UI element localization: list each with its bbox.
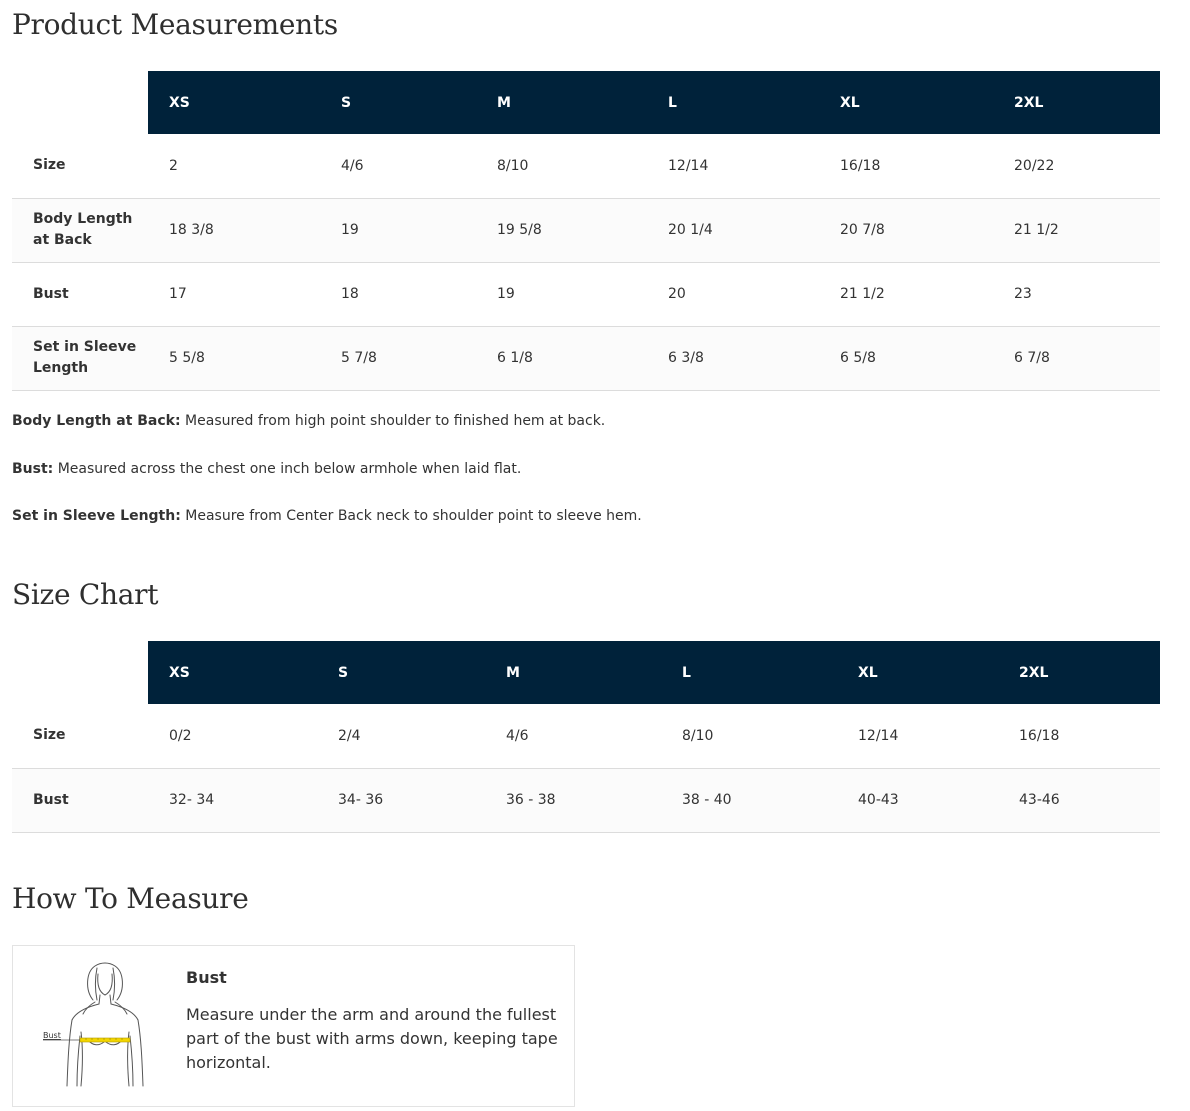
table-cell: 43-46 [998,768,1160,832]
table-row [12,768,1160,832]
note-term: Bust: [12,461,54,477]
note-sleeve-length [12,508,642,524]
figure-label: Bust [43,1031,61,1040]
table-cell: 6 5/8 [819,326,993,390]
row-label: Bust [12,768,148,832]
product-measurements-table [12,71,1160,391]
measure-item-title: Bust [186,968,227,987]
bust-measurement-figure-icon [35,960,171,1094]
how-to-measure-title: How To Measure [12,882,249,915]
note-term: Body Length at Back: [12,413,181,429]
size-chart-table [12,641,1160,833]
size-header: L [647,71,819,134]
header-corner [12,71,148,134]
table-cell: 36 - 38 [485,768,661,832]
table-cell: 6 7/8 [993,326,1160,390]
table-header-row [12,641,1160,704]
table-cell: 20 7/8 [819,198,993,262]
table-cell: 5 7/8 [320,326,476,390]
table-cell: 5 5/8 [148,326,320,390]
size-header: S [320,71,476,134]
table-header-row [12,71,1160,134]
size-header: XS [148,641,317,704]
table-cell: 6 3/8 [647,326,819,390]
table-cell: 23 [993,262,1160,326]
table-cell: 20/22 [993,134,1160,198]
note-text: Measured across the chest one inch below armhole when laid flat. [53,461,522,477]
table-cell: 6 1/8 [476,326,647,390]
size-header: 2XL [993,71,1160,134]
table-cell: 8/10 [476,134,647,198]
table-cell: 19 [320,198,476,262]
note-term: Set in Sleeve Length: [12,508,181,524]
table-row [12,262,1160,326]
table-cell: 34- 36 [317,768,485,832]
size-header: XS [148,71,320,134]
table-cell: 40-43 [837,768,998,832]
table-cell: 16/18 [998,704,1160,768]
size-chart-title: Size Chart [12,578,159,611]
table-cell: 19 [476,262,647,326]
table-cell: 18 [320,262,476,326]
row-label: Set in Sleeve Length [12,326,148,390]
table-cell: 18 3/8 [148,198,320,262]
size-header: XL [819,71,993,134]
size-header: S [317,641,485,704]
note-text: Measured from high point shoulder to finished hem at back. [180,413,606,429]
row-label: Size [12,704,148,768]
row-label: Bust [12,262,148,326]
table-cell: 20 1/4 [647,198,819,262]
table-cell: 38 - 40 [661,768,837,832]
table-cell: 12/14 [647,134,819,198]
size-header: M [476,71,647,134]
table-row [12,134,1160,198]
size-header: M [485,641,661,704]
note-body-length [12,413,605,429]
size-header: L [661,641,837,704]
table-cell: 16/18 [819,134,993,198]
note-bust [12,461,521,477]
table-cell: 2/4 [317,704,485,768]
table-cell: 12/14 [837,704,998,768]
size-header: XL [837,641,998,704]
header-corner [12,641,148,704]
table-cell: 4/6 [320,134,476,198]
table-cell: 17 [148,262,320,326]
table-cell: 21 1/2 [819,262,993,326]
table-cell: 21 1/2 [993,198,1160,262]
table-cell: 2 [148,134,320,198]
table-cell: 0/2 [148,704,317,768]
table-row [12,198,1160,262]
how-to-measure-card [12,945,575,1107]
size-header: 2XL [998,641,1160,704]
table-cell: 20 [647,262,819,326]
row-label: Body Length at Back [12,198,148,262]
table-cell: 32- 34 [148,768,317,832]
row-label: Size [12,134,148,198]
table-row [12,326,1160,390]
table-cell: 19 5/8 [476,198,647,262]
product-measurements-title: Product Measurements [12,8,338,41]
measure-item-description: Measure under the arm and around the fullest part of the bust with arms down, keeping tape horizontal. [186,1005,558,1072]
table-cell: 4/6 [485,704,661,768]
note-text: Measure from Center Back neck to shoulder point to sleeve hem. [180,508,642,524]
table-cell: 8/10 [661,704,837,768]
table-row [12,704,1160,768]
